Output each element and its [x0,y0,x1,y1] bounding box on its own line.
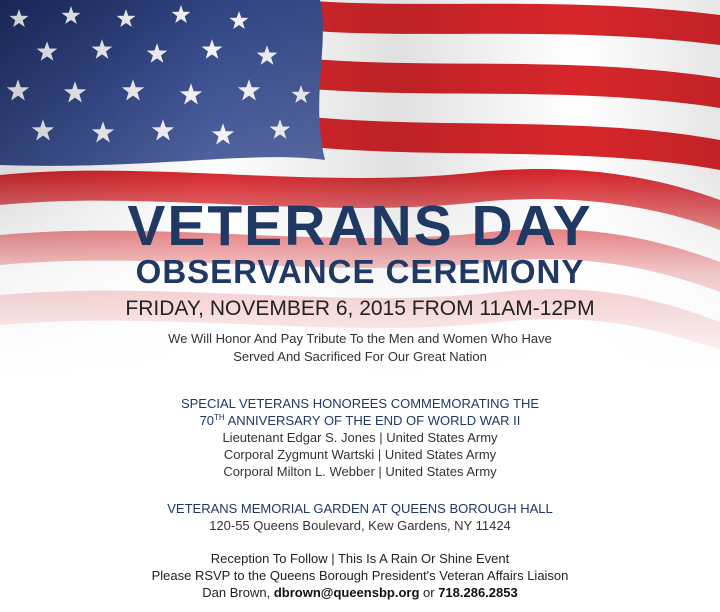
anniversary-suffix: TH [214,413,225,422]
honorees-heading: SPECIAL VETERANS HONOREES COMMEMORATING THE [180,396,540,411]
event-title: VETERANS DAY [127,194,593,258]
honorees-section [0,395,720,480]
anniversary-number: 70 [199,413,215,428]
tribute-line: Served And Sacrificed For Our Great Nation [233,349,487,364]
rsvp-note: Please RSVP to the Queens Borough President's Veteran Affairs Liaison [151,568,569,583]
venue-name: VETERANS MEMORIAL GARDEN AT QUEENS BOROUGH HALL [167,501,553,516]
reception-note: Reception To Follow | This Is A Rain Or Shine Event [210,551,510,566]
contact-name: Dan Brown, [202,585,274,600]
honoree-item: Lieutenant Edgar S. Jones | United States Army [222,430,498,445]
tribute-text [0,330,720,366]
contact-phone: 718.286.2853 [438,585,518,600]
tribute-line: We Will Honor And Pay Tribute To the Men and Women Who Have [168,331,552,346]
honoree-item: Corporal Zygmunt Wartski | United States Army [223,447,497,462]
contact-email-link[interactable]: dbrown@queensbp.org [273,585,420,600]
venue-address: 120-55 Queens Boulevard, Kew Gardens, NY 11424 [209,518,511,533]
event-date-time: FRIDAY, NOVEMBER 6, 2015 FROM 11AM-12PM [125,297,595,320]
footer-section [0,550,720,601]
contact-line [0,584,720,601]
honorees-heading-anniversary [0,412,720,429]
honoree-item: Corporal Milton L. Webber | United States Army [223,464,497,479]
anniversary-text: ANNIVERSARY OF THE END OF WORLD WAR II [224,413,521,428]
event-subtitle: OBSERVANCE CEREMONY [135,253,585,290]
venue-section [0,500,720,534]
contact-or: or [419,585,439,600]
